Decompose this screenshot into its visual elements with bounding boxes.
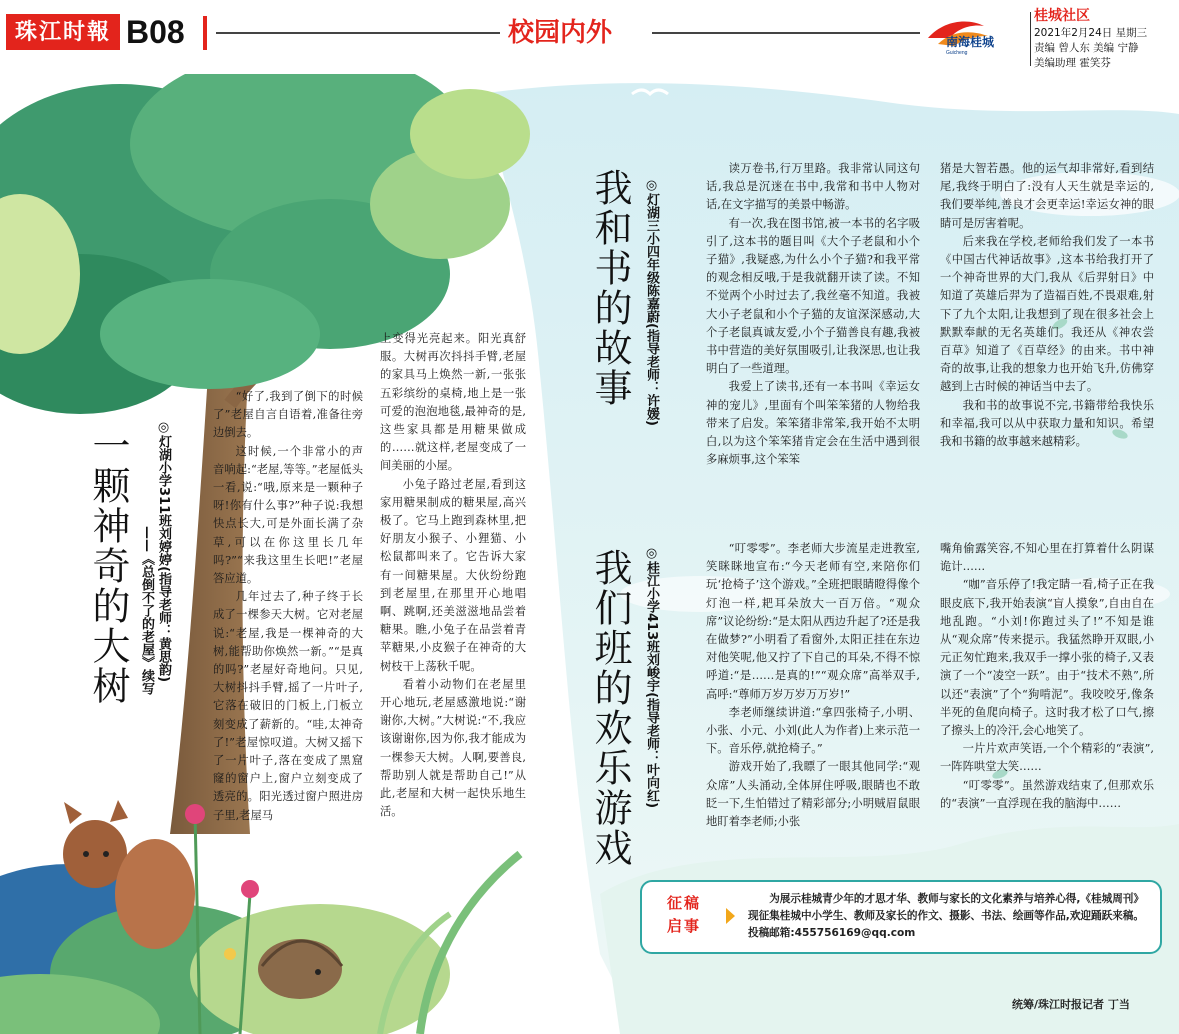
article-paragraph: 这时候,一个非常小的声音响起:“老屋,等等。”老屋低头一看,说:“哦,原来是一颗种子呀!你有什么事?”种子说:我想快点长大,可是外面长满了杂草,可以在你这里长几年吗?”“来我这里生长吧!”老屋答应道。: [213, 444, 363, 586]
call-body: 为展示桂城青少年的才思才华、教师与家长的文化素养与培养心得,《桂城周刊》现征集桂城中小学生、教师及家长的作文、摄影、书法、绘画等作品,欢迎踊跃来稿。投稿邮箱:455756169@qq.com: [748, 893, 1144, 939]
article-paragraph: “叮零零”。李老师大步流星走进教室,笑眯眯地宣布:“今天老师有空,来陪你们玩‘抢椅子’这个游戏。”全班把眼睛瞪得像个灯泡一样,耙耳朵放大一百万倍。“观众席”议论纷纷:“是太阳从西边升起了?还是我在做梦?”小明看了看窗外,太阳正挂在东边对他笑呢,他又拧了下自己的耳朵,不得不惊呼道:“是……是真的!”“观众席”高举双手,高呼:“尊师万岁万岁万万岁!”: [706, 542, 920, 701]
article-column: [213, 388, 363, 825]
issue-date: 2021年2月24日 星期三: [1034, 27, 1148, 39]
section-title: 校园内外: [508, 18, 613, 48]
header-rule-left: [216, 32, 500, 34]
column-name: 桂城社区: [1034, 8, 1090, 24]
article-paragraph: 几年过去了,种子终于长成了一棵参天大树。它对老屋说:“老屋,我是一棵神奇的大树,能帮助你焕然一新。”“是真的吗?”老屋好奇地问。只见,大树抖抖手臂,摇了一片叶子,它落在破旧的门板上,门板立刻变成了薪新的。“哇,太神奇了!”老屋惊叹道。大树又摇下了一片叶子,落在变成了黑窟窿的窗户上,窗户立刻变成了透亮的。阳光透过窗户照进房子里,老屋马: [213, 590, 363, 822]
article-paragraph: 看着小动物们在老屋里开心地玩,老屋感激地说:“谢谢你,大树。”大树说:“不,我应该谢谢你,因为你,我才能成为一棵参天大树。人啊,要善良,帮助别人就是帮助自己!”从此,老屋和大树一起快乐地生活。: [380, 677, 526, 819]
article-paragraph: 猪是大智若愚。他的运气却非常好,看到结尾,我终于明白了:没有人天生就是幸运的,我们要举纯,善良才会更幸运!幸运女神的眼睛可是厉害着呢。: [940, 162, 1154, 230]
article-paragraph: 我爱上了读书,还有一本书叫《幸运女神的宠儿》,里面有个叫笨笨猪的人物给我带来了启发。笨笨猪非常笨,我开始不太明白,以为这个笨笨猪肯定会在生活中遇到很多麻烦事,这个笨笨: [706, 380, 920, 467]
article-title-books: 我和书的故事: [588, 168, 632, 408]
call-title-line: 征稿: [666, 894, 701, 912]
article-paragraph: 李老师继续讲道:“拿四张椅子,小明、小张、小元、小刘(此人为作者)上来示范一下。音乐停,就抢椅子。”: [706, 705, 920, 756]
article-paragraph: 我和书的故事说不完,书籍带给我快乐和幸福,我可以从中获取力量和知识。希望我和书籍的故事越来越精彩。: [940, 398, 1154, 449]
page-number: B08: [126, 14, 185, 50]
arrow-icon: [726, 908, 735, 924]
article-title-tree: 一颗神奇的大树: [86, 426, 130, 706]
article-paragraph: 一片片欢声笑语,一个个精彩的“表演”,一阵阵哄堂大笑……: [940, 742, 1154, 774]
article-paragraph: 嘴角偷露笑容,不知心里在打算着什么阴谋诡计……: [940, 542, 1154, 574]
article-paragraph: 上变得光亮起来。阳光真舒服。大树再次抖抖手臂,老屋的家具马上焕然一新,一张张五彩缤纷的桌椅,地上是一张可爱的泡泡地毯,最神奇的是,这些家具都是用糖果做成的……就这样,老屋变成了一间美丽的小屋。: [380, 332, 526, 473]
logo-name: 南海桂城: [946, 35, 995, 49]
article-paragraph: “叮零零”。虽然游戏结束了,但那欢乐的“表演”一直浮现在我的脑海中……: [940, 778, 1154, 810]
editors: 责编 曾人东 美编 宁静: [1034, 42, 1139, 54]
header-separator: [1030, 12, 1031, 66]
header-divider: [203, 16, 207, 50]
article-subtitle-tree: ——《总倒不了的老屋》续写: [139, 526, 154, 695]
header-rule-right: [652, 32, 920, 34]
article-column: [940, 540, 1154, 813]
article-paragraph: “咖”音乐停了!我定睛一看,椅子正在我眼皮底下,我开始表演“盲人摸象”,自由自在地乱跑。“小刘!你跑过头了!”不知是谁从“观众席”传来提示。我猛然睁开双眼,小元正匆忙跑来,我双手一撑小张的椅子,又表演了一个“凌空一跃”。由于“技术不熟”,所以还“表演”了个“狗啃泥”。我咬咬牙,像条半死的鱼爬向椅子。这时我才松了口气,擦了擦头上的冷汗,会心地笑了。: [940, 578, 1154, 738]
article-paragraph: 游戏开始了,我瞟了一眼其他同学:“观众席”人头涌动,全体屏住呼吸,眼睛也不敢眨一下,生怕错过了精彩部分;小明贼眉鼠眼地盯着李老师;小张: [706, 760, 920, 829]
article-byline-tree: ◎灯湖小学311班刘婷婷(指导老师：黄思韵): [156, 420, 171, 683]
assistant-editor: 美编助理 霍笑芬: [1034, 57, 1111, 69]
article-paragraph: “好了,我到了倒下的时候了”老屋自言自语着,准备往旁边倒去。: [213, 390, 363, 440]
logo-subtitle: Guicheng: [946, 50, 968, 56]
article-title-game: 我们班的欢乐游戏: [588, 548, 632, 868]
article-column: [940, 160, 1154, 451]
call-title-line: 启事: [666, 917, 701, 935]
credit-line: 统筹/珠江时报记者 丁当: [1012, 998, 1130, 1011]
article-paragraph: 后来我在学校,老师给我们发了一本书《中国古代神话故事》,这本书给我打开了一个神奇世界的大门,我从《后羿射日》中知道了英雄后羿为了造福百姓,不畏艰难,射下了九个太阳,让我想到了现在很多社会上默默奉献的无名英雄们。我还从《神农尝百草》知道了《百草经》的由来。书中神奇的故事,让我的想象力也开始飞升,仿佛穿越到上古时候的神话当中去了。: [940, 234, 1154, 394]
hedgehog-illustration: [258, 939, 342, 999]
article-column: [706, 160, 920, 469]
newspaper-masthead: 珠江时報: [6, 14, 120, 50]
call-for-submissions: [640, 880, 1162, 954]
article-paragraph: 小兔子路过老屋,看到这家用糖果制成的糖果屋,高兴极了。它马上跑到森林里,把好朋友小猴子、小狸猫、小松鼠都叫来了。它告诉大家有一间糖果屋。大伙纷纷跑到老屋里,在那里开心地唱啊、跳啊,还美滋滋地品尝着糖果。瞧,小兔子在品尝着青苹糖果,小皮猴子在神奇的大树枝干上荡秋千呢。: [380, 477, 526, 673]
article-byline-game: ◎桂江小学413班刘峻宇(指导老师：叶向红): [644, 546, 659, 809]
page-header: [0, 0, 1179, 74]
article-paragraph: 读万卷书,行万里路。我非常认同这句话,我总是沉迷在书中,我常和书中人物对话,在文字描写的美景中畅游。: [706, 162, 920, 212]
call-title: [662, 892, 706, 938]
article-byline-books: ◎灯湖三小四年级陈嘉蔚(指导老师：许媛): [644, 178, 659, 426]
article-column: [380, 330, 526, 821]
article-column: [706, 540, 920, 831]
article-paragraph: 有一次,我在图书馆,被一本书的名字吸引了,这本书的题目叫《大个子老鼠和小个子猫》,我疑惑,为什么小个子猫?和我平常的观念相反哦,于是我就翻开读了读。不知不觉两个小时过去了,我丝毫不知道。我被大小子老鼠和小个子猫的友谊深深感动,大个子老鼠真诚友爱,小个子猫善良有趣,我被书中营造的美好氛围吸引,让我深思,也让我明白了一些道理。: [706, 216, 920, 376]
